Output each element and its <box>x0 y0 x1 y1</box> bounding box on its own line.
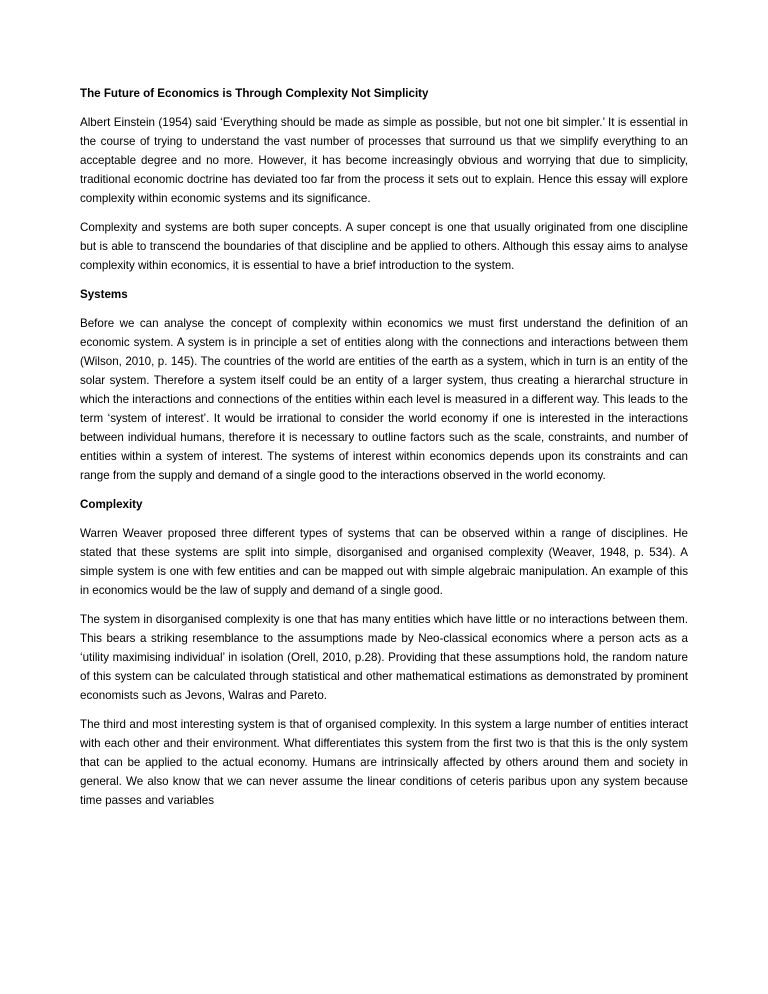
intro-paragraph-1: Albert Einstein (1954) said ‘Everything should be made as simple as possible, but not one bit simpler.’ It is essential in the course of trying to understand the vast number of processes that surround us that we simplify everything to an acceptable degree and no more. However, it has become increasingly obvious and worrying that due to simplicity, traditional economic doctrine has deviated too far from the process it sets out to explain. Hence this essay will explore complexity within economic systems and its significance. <box>80 116 688 205</box>
document-body <box>80 84 688 820</box>
document-title: The Future of Economics is Through Complexity Not Simplicity <box>80 87 429 100</box>
complexity-paragraph-1: Warren Weaver proposed three different types of systems that can be observed within a range of disciplines. He stated that these systems are split into simple, disorganised and organised complexity (Weaver, 1948, p. 534). A simple system is one with few entities and can be mapped out with simple algebraic manipulation. An example of this in economics would be the law of supply and demand of a single good. <box>80 527 688 597</box>
complexity-paragraph-3: The third and most interesting system is that of organised complexity. In this system a large number of entities interact with each other and their environment. What differentiates this system from the first two is that this is the only system that can be applied to the actual economy. Humans are intrinsically affected by others around them and society in general. We also know that we can never assume the linear conditions of ceteris paribus upon any system because time passes and variables <box>80 718 688 807</box>
complexity-paragraph-2: The system in disorganised complexity is one that has many entities which have little or no interactions between them. This bears a striking resemblance to the assumptions made by Neo-classical economics where a person acts as a ‘utility maximising individual’ in isolation (Orell, 2010, p.28). Providing that these assumptions hold, the random nature of this system can be calculated through statistical and other mathematical estimations as demonstrated by prominent economists such as Jevons, Walras and Pareto. <box>80 613 688 702</box>
intro-paragraph-2: Complexity and systems are both super concepts. A super concept is one that usually originated from one discipline but is able to transcend the boundaries of that discipline and be applied to others. Although this essay aims to analyse complexity within economics, it is essential to have a brief introduction to the system. <box>80 221 688 272</box>
systems-paragraph-1: Before we can analyse the concept of complexity within economics we must first understand the definition of an economic system. A system is in principle a set of entities along with the connections and interactions between them (Wilson, 2010, p. 145). The countries of the world are entities of the earth as a system, which in turn is an entity of the solar system. Therefore a system itself could be an entity of a larger system, thus creating a hierarchal structure in which the interactions and connections of the entities within each level is measured in a different way. This leads to the term ‘system of interest’. It would be irrational to consider the world economy if one is interested in the interactions between individual humans, therefore it is necessary to outline factors such as the scale, constraints, and number of entities within a system of interest. The systems of interest within economics depends upon its constraints and can range from the supply and demand of a single good to the interactions observed in the world economy. <box>80 317 688 482</box>
section-heading-complexity: Complexity <box>80 498 143 511</box>
section-heading-systems: Systems <box>80 288 128 301</box>
